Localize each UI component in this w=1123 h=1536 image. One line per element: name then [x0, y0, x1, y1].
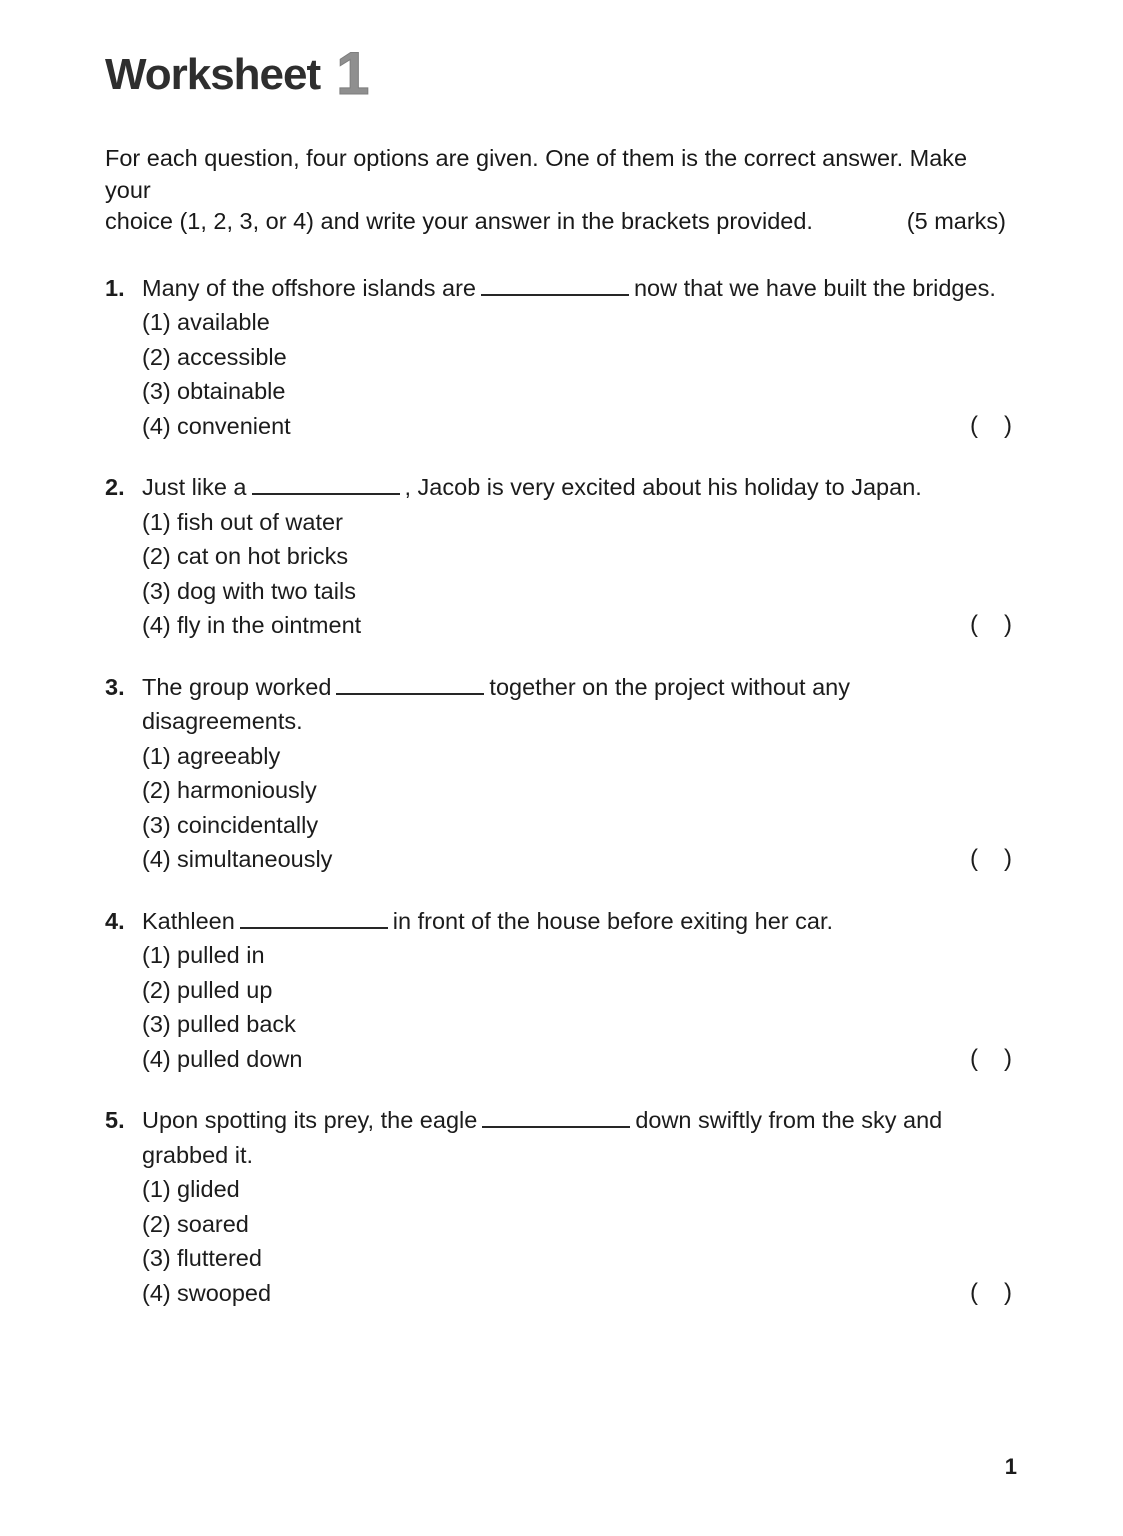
option-2 — [142, 539, 1012, 574]
option-marker: (1) — [142, 942, 171, 968]
answer-brackets[interactable] — [970, 608, 1012, 643]
option-text: agreeably — [177, 742, 281, 769]
bracket-close: ) — [1004, 845, 1012, 872]
worksheet-title: Worksheet — [105, 50, 321, 99]
options — [142, 1172, 1012, 1310]
option-text: pulled back — [177, 1011, 296, 1037]
option-1 — [142, 1172, 1012, 1207]
option-text: fly in the ointment — [177, 612, 362, 638]
options — [142, 305, 1012, 443]
instructions — [105, 143, 1012, 238]
option-text: fluttered — [177, 1245, 262, 1271]
bracket-close: ) — [1004, 611, 1012, 638]
option-text: fish out of water — [177, 508, 343, 535]
option-marker: (3) — [142, 577, 171, 604]
answer-brackets[interactable] — [970, 409, 1012, 444]
bracket-open: ( — [970, 845, 978, 872]
option-4 — [142, 409, 1012, 444]
option-marker: (2) — [142, 777, 171, 803]
option-marker: (2) — [142, 1210, 171, 1237]
option-marker: (1) — [142, 309, 171, 335]
option-text: accessible — [177, 343, 287, 370]
bracket-close: ) — [1004, 1044, 1012, 1072]
bracket-close: ) — [1004, 411, 1012, 439]
option-marker: (3) — [142, 1011, 171, 1037]
option-3 — [142, 1241, 1012, 1276]
instructions-line-2: choice (1, 2, 3, or 4) and write your answer in the brackets provided. — [105, 208, 813, 234]
question-stem — [142, 271, 1012, 306]
question-3 — [105, 670, 1012, 877]
option-4 — [142, 842, 1012, 877]
option-3 — [142, 574, 1012, 609]
stem-text-before: The group worked — [142, 673, 332, 700]
fill-in-blank[interactable] — [336, 693, 484, 695]
option-text: available — [177, 309, 270, 335]
option-1 — [142, 505, 1012, 540]
option-marker: (4) — [142, 612, 171, 638]
page-number: 1 — [1004, 1454, 1017, 1479]
stem-text-after: now that we have built the bridges. — [633, 274, 996, 301]
option-marker: (2) — [142, 343, 171, 370]
option-marker: (4) — [142, 1279, 171, 1306]
option-marker: (1) — [142, 742, 171, 769]
option-4 — [142, 608, 1012, 643]
instructions-line-1: For each question, four options are given. One of them is the correct answer. Make your — [105, 145, 968, 203]
options — [142, 505, 1012, 643]
option-text: dog with two tails — [177, 577, 356, 604]
question-number: 3. — [105, 673, 125, 700]
option-marker: (4) — [142, 846, 171, 872]
page-header — [105, 40, 1012, 111]
question-number: 5. — [105, 1107, 125, 1133]
option-4 — [142, 1042, 1012, 1077]
option-text: pulled down — [177, 1045, 303, 1072]
option-2 — [142, 1207, 1012, 1242]
option-1 — [142, 938, 1012, 973]
question-4 — [105, 904, 1012, 1077]
stem-text-after: , Jacob is very excited about his holiday to Japan. — [404, 474, 922, 500]
fill-in-blank[interactable] — [482, 1126, 630, 1128]
question-5 — [105, 1103, 1012, 1310]
option-marker: (1) — [142, 1176, 171, 1202]
fill-in-blank[interactable] — [240, 927, 388, 929]
option-text: glided — [177, 1176, 240, 1202]
option-3 — [142, 808, 1012, 843]
option-2 — [142, 773, 1012, 808]
option-text: pulled up — [177, 976, 273, 1003]
option-3 — [142, 374, 1012, 409]
question-number: 1. — [105, 274, 125, 301]
fill-in-blank[interactable] — [481, 294, 629, 296]
question-number: 2. — [105, 474, 125, 500]
option-1 — [142, 739, 1012, 774]
option-text: simultaneously — [177, 846, 333, 872]
option-marker: (4) — [142, 412, 171, 439]
question-list — [105, 271, 1012, 1311]
bracket-open: ( — [970, 1278, 978, 1306]
option-text: swooped — [177, 1279, 272, 1306]
stem-text-after: together on the project without any disagreements. — [142, 673, 850, 734]
question-stem — [142, 470, 1012, 505]
stem-text-before: Just like a — [142, 474, 247, 500]
options — [142, 938, 1012, 1076]
option-text: convenient — [177, 412, 291, 439]
option-1 — [142, 305, 1012, 340]
bracket-open: ( — [970, 611, 978, 638]
answer-brackets[interactable] — [970, 1042, 1012, 1077]
option-3 — [142, 1007, 1012, 1042]
question-stem — [142, 904, 1012, 939]
question-2 — [105, 470, 1012, 643]
question-stem — [142, 1103, 1012, 1172]
options — [142, 739, 1012, 877]
fill-in-blank[interactable] — [252, 493, 400, 495]
bracket-close: ) — [1004, 1278, 1012, 1306]
stem-text-after: down swiftly from the sky and grabbed it. — [142, 1107, 943, 1168]
option-text: soared — [177, 1210, 249, 1237]
question-1 — [105, 271, 1012, 444]
option-text: harmoniously — [177, 777, 317, 803]
option-4 — [142, 1276, 1012, 1311]
option-2 — [142, 973, 1012, 1008]
option-text: cat on hot bricks — [177, 543, 349, 569]
bracket-open: ( — [970, 1044, 978, 1072]
question-number: 4. — [105, 907, 125, 934]
option-marker: (3) — [142, 811, 171, 838]
option-marker: (4) — [142, 1045, 171, 1072]
option-text: pulled in — [177, 942, 265, 968]
marks-label: (5 marks) — [906, 208, 1006, 234]
question-stem — [142, 670, 1012, 739]
option-marker: (3) — [142, 378, 171, 404]
answer-brackets[interactable] — [970, 842, 1012, 877]
bracket-open: ( — [970, 411, 978, 439]
option-2 — [142, 340, 1012, 375]
stem-text-after: in front of the house before exiting her car. — [392, 907, 834, 934]
worksheet-number: 1 — [336, 40, 370, 107]
option-text: coincidentally — [177, 811, 319, 838]
option-marker: (2) — [142, 976, 171, 1003]
option-marker: (1) — [142, 508, 171, 535]
option-marker: (2) — [142, 543, 171, 569]
stem-text-before: Upon spotting its prey, the eagle — [142, 1107, 478, 1133]
stem-text-before: Many of the offshore islands are — [142, 274, 476, 301]
answer-brackets[interactable] — [970, 1276, 1012, 1311]
option-marker: (3) — [142, 1245, 171, 1271]
option-text: obtainable — [177, 378, 286, 404]
stem-text-before: Kathleen — [142, 907, 235, 934]
